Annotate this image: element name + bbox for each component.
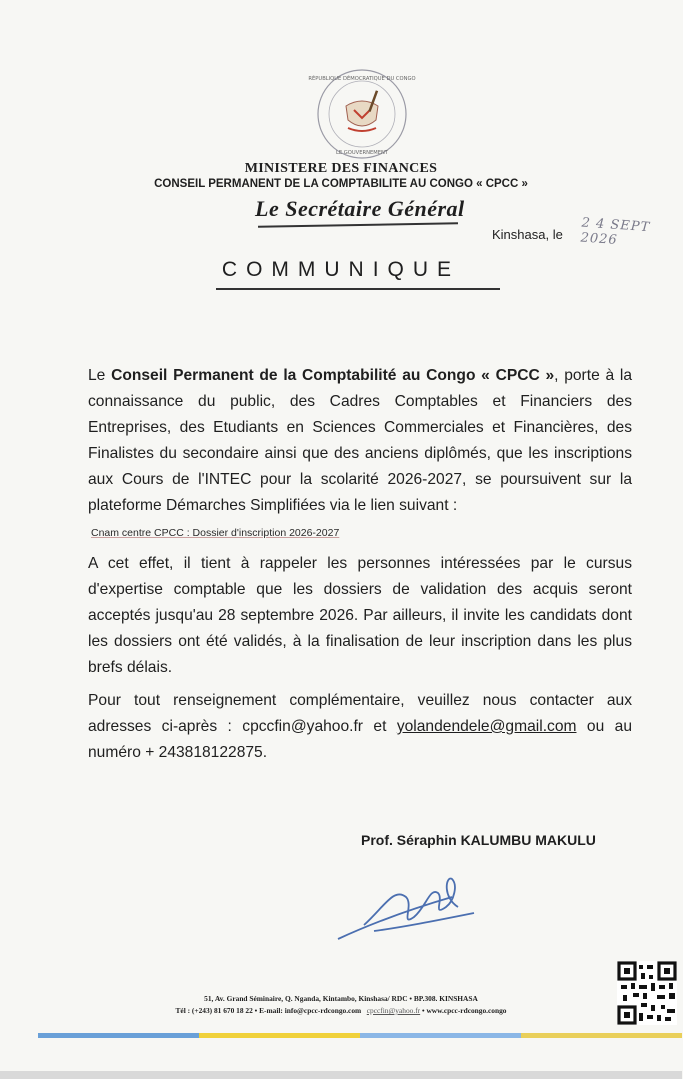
footer-email-alt: cpccfin@yahoo.fr bbox=[366, 1006, 421, 1015]
government-seal-icon bbox=[308, 66, 416, 162]
signatory-name: Prof. Séraphin KALUMBU MAKULU bbox=[361, 832, 596, 848]
document-title: COMMUNIQUE bbox=[221, 258, 461, 281]
footer-email: E-mail: info@cpcc-rdcongo.com bbox=[259, 1006, 362, 1015]
footer-tel: Tél : (+243) 81 670 18 22 bbox=[175, 1006, 253, 1015]
registration-link[interactable]: Cnam centre CPCC : Dossier d'inscription 2026-2027 bbox=[91, 527, 340, 539]
stripe-segment-2 bbox=[199, 1033, 360, 1038]
p3-text-after: ou au numéro + 243818122875. bbox=[88, 718, 632, 761]
p3-text-before: Pour tout renseignement complémentaire, veuillez nous contacter aux adresses ci-après : bbox=[88, 692, 632, 735]
footer-address: 51, Av. Grand Séminaire, Q. Nganda, Kintambo, Kinshasa/ RDC • BP.308. KINSHASA bbox=[204, 994, 478, 1003]
title-underline bbox=[216, 288, 500, 290]
svg-text:LE GOUVERNEMENT: LE GOUVERNEMENT bbox=[335, 150, 389, 156]
office-heading: Le Secrétaire Général bbox=[255, 196, 465, 221]
p1-prefix: Le bbox=[88, 367, 112, 384]
paragraph-1 bbox=[88, 363, 632, 519]
stripe-segment-1 bbox=[38, 1033, 199, 1038]
p3-and: et bbox=[363, 718, 397, 735]
office-underline bbox=[258, 222, 458, 227]
page-bottom-edge bbox=[0, 1071, 682, 1079]
council-heading: CONSEIL PERMANENT DE LA COMPTABILITE AU CONGO « CPCC » bbox=[154, 178, 528, 190]
p1-text: , porte à la connaissance du public, des Cadres Comptables et Financiers des Entreprises, des Etudiants en Sciences Commerciales et Financières, des Finalistes du secondaire ainsi que des anciens diplômés, que les inscriptions aux Cours de l'INTEC pour la scolarité 2026-2027, se poursuivent sur la plateforme Démarches Simplifiées via le lien suivant : bbox=[88, 367, 632, 514]
svg-text:RÉPUBLIQUE DÉMOCRATIQUE DU CON: RÉPUBLIQUE DÉMOCRATIQUE DU CONGO bbox=[308, 76, 416, 82]
footer-color-stripe bbox=[38, 1033, 682, 1038]
qr-code-icon bbox=[617, 961, 677, 1025]
ministry-heading: MINISTERE DES FINANCES bbox=[244, 161, 438, 176]
footer-contacts: Tél : (+243) 81 670 18 22 • E-mail: info@cpcc-rdcongo.com cpccfin@yahoo.fr • www.cpcc-rdcongo.congo bbox=[175, 1006, 507, 1015]
stripe-segment-3 bbox=[360, 1033, 521, 1038]
stripe-segment-4 bbox=[521, 1033, 682, 1038]
p1-organization: Conseil Permanent de la Comptabilité au Congo « CPCC » bbox=[111, 367, 555, 384]
paragraph-2: A cet effet, il tient à rappeler les personnes intéressées par le cursus d'expertise comptable que les dossiers de validation des acquis seront acceptés jusqu'au 28 septembre 2026. Par ailleurs, il invite les candidats dont les dossiers ont été validés, à la finalisation de leur inscription dans les plus brefs délais. bbox=[88, 555, 632, 676]
paragraph-3 bbox=[88, 688, 632, 766]
handwritten-date: 2 4 SEPT 2026 bbox=[580, 215, 651, 249]
email-1: cpccfin@yahoo.fr bbox=[242, 718, 363, 735]
email-2-link[interactable]: yolandendele@gmail.com bbox=[396, 718, 577, 735]
handwritten-signature bbox=[334, 867, 484, 947]
place-label: Kinshasa, le bbox=[492, 227, 563, 242]
footer-website: www.cpcc-rdcongo.congo bbox=[426, 1006, 507, 1015]
